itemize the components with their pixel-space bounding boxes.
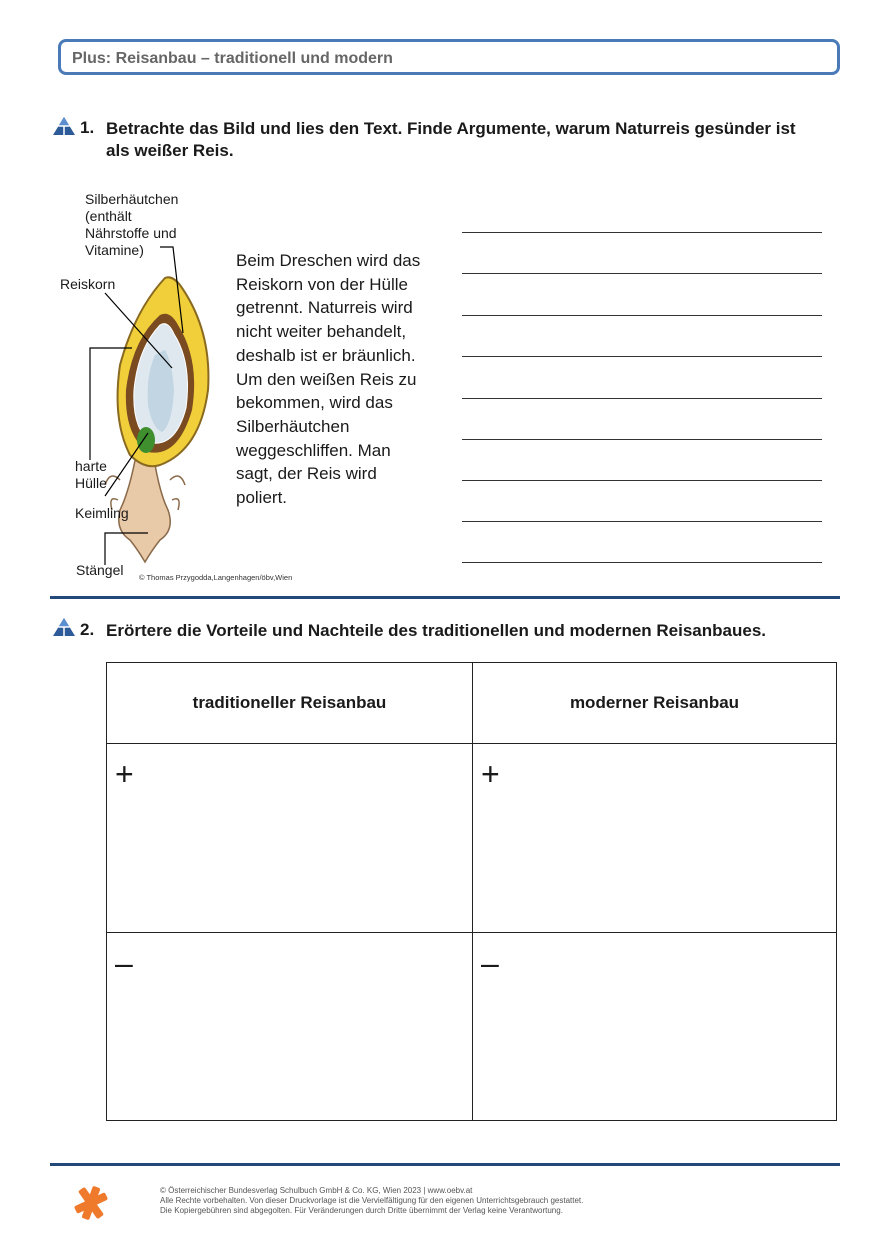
traditional-plus-cell[interactable] bbox=[107, 744, 473, 933]
pyramid-icon bbox=[53, 618, 75, 636]
answer-line[interactable] bbox=[462, 480, 822, 481]
minus-sign: – bbox=[481, 945, 499, 981]
label-harte-huelle-line2: Hülle bbox=[75, 475, 107, 491]
task1-text bbox=[106, 118, 846, 162]
task2-text: Erörtere die Vorteile und Nachteile des traditionellen und modernen Reisanbaues. bbox=[106, 621, 767, 640]
footer-divider bbox=[50, 1163, 840, 1166]
answer-line[interactable] bbox=[462, 315, 822, 316]
page-title: Plus: Reisanbau – traditionell und modern bbox=[72, 50, 393, 67]
label-staengel: Stängel bbox=[76, 562, 124, 578]
modern-minus-cell[interactable] bbox=[473, 933, 837, 1121]
answer-line[interactable] bbox=[462, 356, 822, 357]
minus-sign: – bbox=[115, 945, 133, 981]
label-harte-huelle-line1: harte bbox=[75, 458, 107, 474]
task1-text-line2: als weißer Reis. bbox=[106, 141, 234, 160]
label-silberhaeutchen-line4: Vitamine) bbox=[85, 242, 144, 258]
section-divider bbox=[50, 596, 840, 599]
pyramid-icon bbox=[53, 117, 75, 135]
label-harte-huelle bbox=[75, 458, 107, 492]
image-credit: © Thomas Przygodda,Langenhagen/öbv,Wien bbox=[139, 573, 293, 582]
task1-body-text: Beim Dreschen wird das Reiskorn von der Hülle getrennt. Naturreis wird nicht weiter behandelt, deshalb ist er bräunlich. Um den weißen Reis zu bekommen, wird das Silberhäutchen weggeschliffen. Man sagt, der Reis wird poliert. bbox=[236, 251, 421, 508]
table-header-traditional: traditioneller Reisanbau bbox=[107, 663, 473, 744]
label-silberhaeutchen-line1: Silberhäutchen bbox=[85, 191, 179, 207]
label-keimling: Keimling bbox=[75, 505, 129, 521]
answer-line[interactable] bbox=[462, 439, 822, 440]
plus-sign: + bbox=[481, 756, 500, 792]
answer-line[interactable] bbox=[462, 398, 822, 399]
task1-text-line1: Betrachte das Bild und lies den Text. Finde Argumente, warum Naturreis gesünder ist bbox=[106, 119, 796, 138]
label-silberhaeutchen bbox=[85, 191, 178, 259]
answer-line[interactable] bbox=[462, 273, 822, 274]
traditional-minus-cell[interactable] bbox=[107, 933, 473, 1121]
label-silberhaeutchen-line2: (enthält bbox=[85, 208, 132, 224]
task2-number: 2. bbox=[80, 620, 95, 639]
label-reiskorn: Reiskorn bbox=[60, 276, 116, 292]
footer-line1: © Österreichischer Bundesverlag Schulbuch GmbH & Co. KG, Wien 2023 | www.oebv.at bbox=[160, 1186, 473, 1195]
title-box bbox=[58, 39, 840, 75]
answer-line[interactable] bbox=[462, 232, 822, 233]
footer-line3: Die Kopiergebühren sind abgegolten. Für Veränderungen durch Dritte übernimmt der Verlag keine Verantwortung. bbox=[160, 1206, 563, 1215]
answer-line[interactable] bbox=[462, 562, 822, 563]
comparison-table bbox=[106, 662, 837, 1121]
task1-number: 1. bbox=[80, 118, 95, 137]
plus-sign: + bbox=[115, 756, 134, 792]
oebv-logo-icon bbox=[72, 1184, 110, 1222]
answer-line[interactable] bbox=[462, 521, 822, 522]
label-silberhaeutchen-line3: Nährstoffe und bbox=[85, 225, 177, 241]
table-header-modern: moderner Reisanbau bbox=[473, 663, 837, 744]
footer-text bbox=[160, 1186, 583, 1216]
footer-line2: Alle Rechte vorbehalten. Von dieser Druckvorlage ist die Vervielfältigung für den eigenen Unterrichtsgebrauch gestattet. bbox=[160, 1196, 584, 1205]
modern-plus-cell[interactable] bbox=[473, 744, 837, 933]
